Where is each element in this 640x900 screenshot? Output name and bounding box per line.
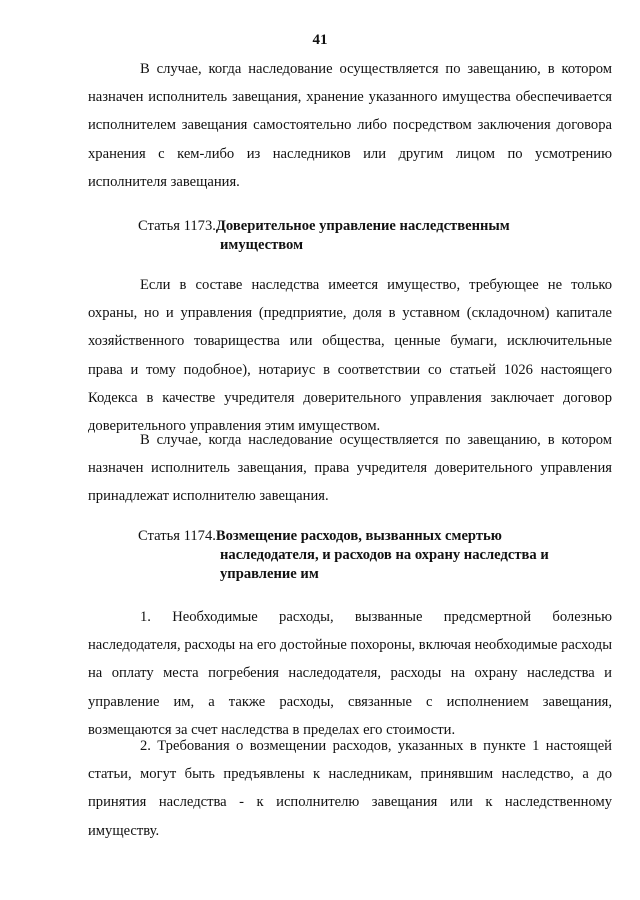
intro-paragraph: В случае, когда наследование осуществляется по завещанию, в котором назначен исполнитель завещания, хранение указанного имущества обеспечивается исполнителем завещания самостоятельно либо посредством заключения договора хранения с кем-либо из наследников или другим лицом по усмотрению исполнителя завещания. — [88, 61, 612, 190]
article-1174-heading — [138, 527, 612, 584]
article-1174-number: Статья 1174. — [138, 528, 216, 544]
article-1174-paragraph-2: 2. Требования о возмещении расходов, указанных в пункте 1 настоящей статьи, могут быть предъявлены к наследникам, принявшим наследство, а до принятия наследства - к исполнителю завещания или к наследственному имуществу. — [88, 738, 612, 839]
article-1173-title-line2: имуществом — [220, 237, 304, 253]
page-number: 41 — [312, 32, 328, 48]
article-1173-number: Статья 1173. — [138, 218, 216, 234]
article-1174-title-line2: наследодателя, и расходов на охрану наследства и — [220, 547, 549, 563]
article-1174-title-line1: Возмещение расходов, вызванных смертью — [215, 528, 502, 544]
article-1173-paragraph-2: В случае, когда наследование осуществляется по завещанию, в котором назначен исполнитель завещания, права учредителя доверительного управления принадлежат исполнителю завещания. — [88, 432, 612, 505]
article-1174-title-line3: управление им — [220, 566, 319, 582]
article-1173-paragraph-1: Если в составе наследства имеется имущество, требующее не только охраны, но и управления (предприятие, доля в уставном (складочном) капитале хозяйственного товарищества или общества, ценные бумаги, исключительные права и тому подобное), нотариус в соответствии со статьей 1026 настоящего Кодекса в качестве учредителя доверительного управления заключает договор доверительного управления этим имуществом. — [88, 277, 612, 435]
article-1174-paragraph-1: 1. Необходимые расходы, вызванные предсмертной болезнью наследодателя, расходы на его достойные похороны, включая необходимые расходы на оплату места погребения наследодателя, расходы на охрану наследства и управление им, а также расходы, связанные с исполнением завещания, возмещаются за счет наследства в пределах его стоимости. — [88, 609, 612, 738]
article-1173-heading — [138, 217, 612, 255]
article-1173-title-line1: Доверительное управление наследственным — [215, 218, 510, 234]
